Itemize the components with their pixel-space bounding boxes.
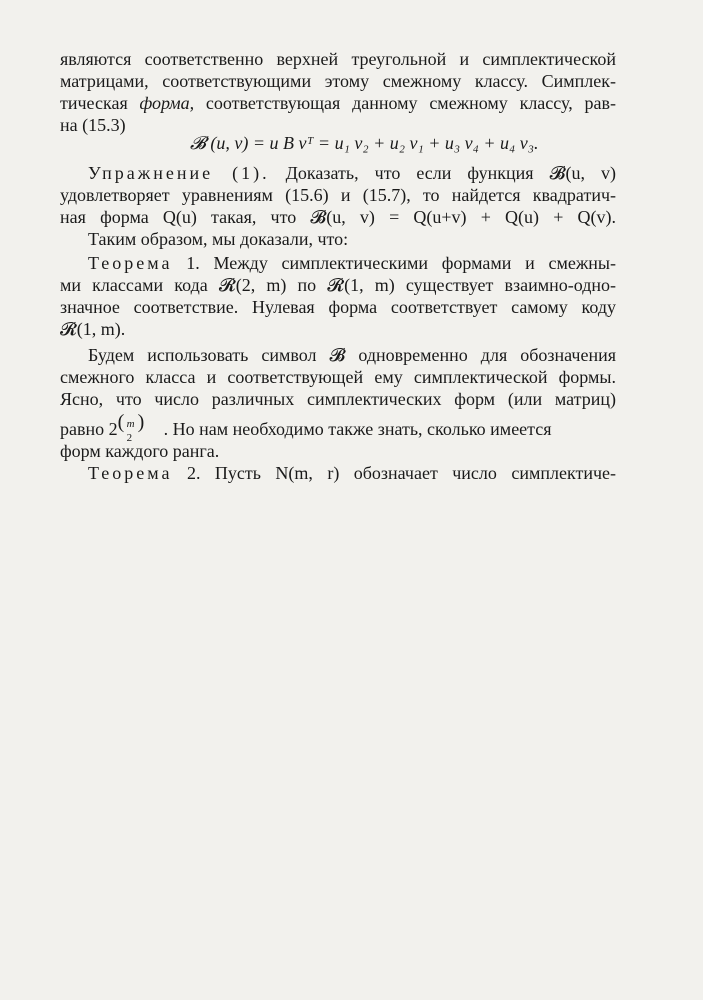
- text-line: 𝓡(1, m).: [60, 319, 126, 339]
- text-line: тическая форма, соответствующая данному смежному классу, рав-: [60, 93, 616, 113]
- text-line: ми классами кода 𝓡(2, m) по 𝓡(1, m) существует взаимно-одно-: [60, 275, 616, 295]
- text-line: равно 2 ( m 2 ) . Но нам необходимо также знать, сколько имеется: [60, 418, 616, 440]
- text-line: на (15.3): [60, 115, 126, 135]
- text-line: форм каждого ранга.: [60, 441, 220, 461]
- text-line: удовлетворяет уравнениям (15.6) и (15.7), то найдется квадратич-: [60, 185, 616, 205]
- text-line: Таким образом, мы доказали, что:: [88, 229, 349, 249]
- exercise-line: Упражнение (1). Доказать, что если функция 𝓑(u, v): [88, 163, 616, 183]
- theorem-1-line: Теорема 1. Между симплектическими формами и смежны-: [88, 253, 616, 273]
- text-line: смежного класса и соответствующей ему симплектической формы.: [60, 367, 616, 387]
- binom-top: m: [126, 418, 135, 430]
- text-line: Будем использовать символ 𝓑 одновременно для обозначения: [88, 345, 616, 365]
- theorem-2-line: Теорема 2. Пусть N(m, r) обозначает число симплектиче-: [88, 463, 616, 483]
- text-line: значное соответствие. Нулевая форма соответствует самому коду: [60, 297, 616, 317]
- binom-bottom: 2: [126, 432, 133, 444]
- text-line: ная форма Q(u) такая, что 𝓑(u, v) = Q(u+v) + Q(u) + Q(v).: [60, 207, 616, 227]
- text-line: матрицами, соответствующими этому смежному классу. Симплек-: [60, 71, 616, 91]
- text-line: являются соответственно верхней треугольной и симплектической: [60, 49, 616, 69]
- text-line: Ясно, что число различных симплектических форм (или матриц): [60, 389, 616, 409]
- equation-15-3: 𝓑 (u, v) = u B vᵀ = u₁ v₂ + u₂ v₁ + u₃ v₄ + u₄ v₃.: [190, 133, 539, 153]
